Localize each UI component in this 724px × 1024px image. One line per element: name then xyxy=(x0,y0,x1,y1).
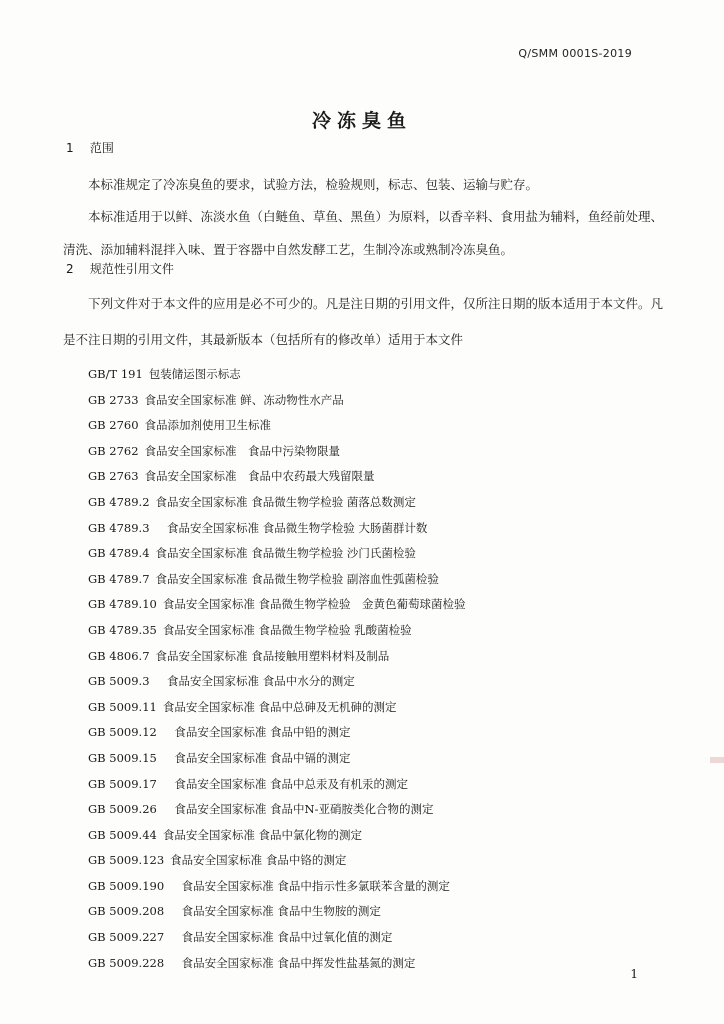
page-number: 1 xyxy=(630,967,638,981)
document-title: 冷冻臭鱼 xyxy=(311,110,412,132)
reference-title: 食品安全国家标准 食品中氯化物的测定 xyxy=(162,827,363,842)
section-title: 规范性引用文件 xyxy=(89,262,174,276)
reference-item xyxy=(88,695,648,721)
reference-code: GB 5009.11 xyxy=(88,699,157,714)
reference-code: GB 4789.3 xyxy=(88,520,150,535)
reference-title: 食品安全国家标准 食品中总砷及无机砷的测定 xyxy=(162,699,397,714)
section-number: 1 xyxy=(66,141,74,155)
reference-code: GB 4789.4 xyxy=(88,546,150,561)
reference-title: 食品安全国家标准 食品微生物学检验 沙门氏菌检验 xyxy=(155,546,416,561)
reference-code: GB 5009.208 xyxy=(88,904,165,919)
reference-code: GB 4789.2 xyxy=(88,494,150,509)
reference-item xyxy=(88,823,648,849)
reference-title: 食品安全国家标准 食品微生物学检验 乳酸菌检验 xyxy=(162,622,412,637)
reference-code: GB 4806.7 xyxy=(88,648,150,663)
section-2-heading xyxy=(66,260,174,277)
reference-title: 食品安全国家标准 鲜、冻动物性水产品 xyxy=(144,392,344,407)
reference-title: 食品安全国家标准 食品中农药最大残留限量 xyxy=(144,469,375,484)
reference-title: 食品安全国家标准 食品中生物胺的测定 xyxy=(170,904,381,919)
reference-title: 食品添加剂使用卫生标准 xyxy=(144,418,272,433)
reference-item xyxy=(88,388,648,414)
reference-list xyxy=(88,362,648,976)
reference-code: GB 5009.190 xyxy=(88,878,165,893)
reference-title: 食品安全国家标准 食品微生物学检验 大肠菌群计数 xyxy=(155,520,428,535)
reference-title: 食品安全国家标准 食品接触用塑料材料及制品 xyxy=(155,648,390,663)
normative-intro-paragraph: 下列文件对于本文件的应用是必不可少的。凡是注日期的引用文件，仅所注日期的版本适用于本文件。凡是不注日期的引用文件，其最新版本（包括所有的修改单）适用于本文件 xyxy=(63,296,664,347)
reference-title: 食品安全国家标准 食品中水分的测定 xyxy=(155,674,355,689)
reference-item xyxy=(88,362,648,388)
reference-item xyxy=(88,925,648,951)
reference-item xyxy=(88,464,648,490)
reference-item xyxy=(88,618,648,644)
reference-item xyxy=(88,746,648,772)
reference-item xyxy=(88,644,648,670)
reference-code: GB 5009.15 xyxy=(88,750,157,765)
reference-title: 食品安全国家标准 食品微生物学检验 菌落总数测定 xyxy=(155,494,416,509)
reference-code: GB 5009.44 xyxy=(88,827,157,842)
reference-code: GB 5009.12 xyxy=(88,725,157,740)
reference-item xyxy=(88,413,648,439)
reference-code: GB 5009.3 xyxy=(88,674,150,689)
reference-code: GB 2760 xyxy=(88,418,139,433)
reference-item xyxy=(88,720,648,746)
reference-item xyxy=(88,516,648,542)
reference-code: GB 2763 xyxy=(88,469,139,484)
reference-title: 食品安全国家标准 食品中污染物限量 xyxy=(144,443,341,458)
reference-code: GB 5009.26 xyxy=(88,802,157,817)
reference-title: 食品安全国家标准 食品中N-亚硝胺类化合物的测定 xyxy=(162,802,434,817)
reference-code: GB 4789.10 xyxy=(88,597,157,612)
reference-title: 食品安全国家标准 食品中挥发性盐基氮的测定 xyxy=(170,955,416,970)
reference-code: GB 4789.7 xyxy=(88,571,150,586)
reference-title: 食品安全国家标准 食品中铅的测定 xyxy=(162,725,351,740)
reference-code: GB 2762 xyxy=(88,443,139,458)
reference-item xyxy=(88,567,648,593)
reference-item xyxy=(88,490,648,516)
reference-code: GB 5009.227 xyxy=(88,930,165,945)
reference-code: GB 5009.228 xyxy=(88,955,165,970)
reference-item xyxy=(88,951,648,977)
reference-title: 食品安全国家标准 食品中总汞及有机汞的测定 xyxy=(162,776,409,791)
reference-code: GB 2733 xyxy=(88,392,139,407)
reference-title: 食品安全国家标准 食品中镉的测定 xyxy=(162,750,351,765)
reference-code: GB/T 191 xyxy=(88,367,143,381)
reference-item xyxy=(88,797,648,823)
reference-item xyxy=(88,592,648,618)
reference-item xyxy=(88,669,648,695)
reference-code: GB 4789.35 xyxy=(88,622,157,637)
reference-item xyxy=(88,772,648,798)
section-number: 2 xyxy=(66,262,74,276)
reference-title: 包装储运图示标志 xyxy=(148,367,241,381)
reference-title: 食品安全国家标准 食品中指示性多氯联苯含量的测定 xyxy=(170,878,450,893)
reference-item xyxy=(88,848,648,874)
reference-title: 食品安全国家标准 食品微生物学检验 金黄色葡萄球菌检验 xyxy=(162,597,466,612)
section-title: 范围 xyxy=(89,141,114,155)
standard-code: Q/SMM 0001S-2019 xyxy=(518,47,632,60)
section-1-heading xyxy=(66,139,114,156)
reference-title: 食品安全国家标准 食品微生物学检验 副溶血性弧菌检验 xyxy=(155,571,439,586)
reference-item xyxy=(88,874,648,900)
reference-code: GB 5009.123 xyxy=(88,853,165,868)
scan-edge-mark xyxy=(710,757,724,763)
reference-item xyxy=(88,439,648,465)
reference-item xyxy=(88,899,648,925)
scope-paragraph-2: 本标准适用于以鲜、冻淡水鱼（白鲢鱼、草鱼、黑鱼）为原料，以香辛料、食用盐为辅料，鱼经前处理、清洗、添加辅料混拌入味、置于容器中自然发酵工艺，生制冷冻或熟制冷冻臭鱼。 xyxy=(63,209,664,257)
reference-code: GB 5009.17 xyxy=(88,776,157,791)
reference-title: 食品安全国家标准 食品中过氧化值的测定 xyxy=(170,930,393,945)
reference-title: 食品安全国家标准 食品中铬的测定 xyxy=(170,853,347,868)
reference-item xyxy=(88,541,648,567)
scope-paragraph-1: 本标准规定了冷冻臭鱼的要求，试验方法，检验规则，标志、包装、运输与贮存。 xyxy=(88,177,539,192)
